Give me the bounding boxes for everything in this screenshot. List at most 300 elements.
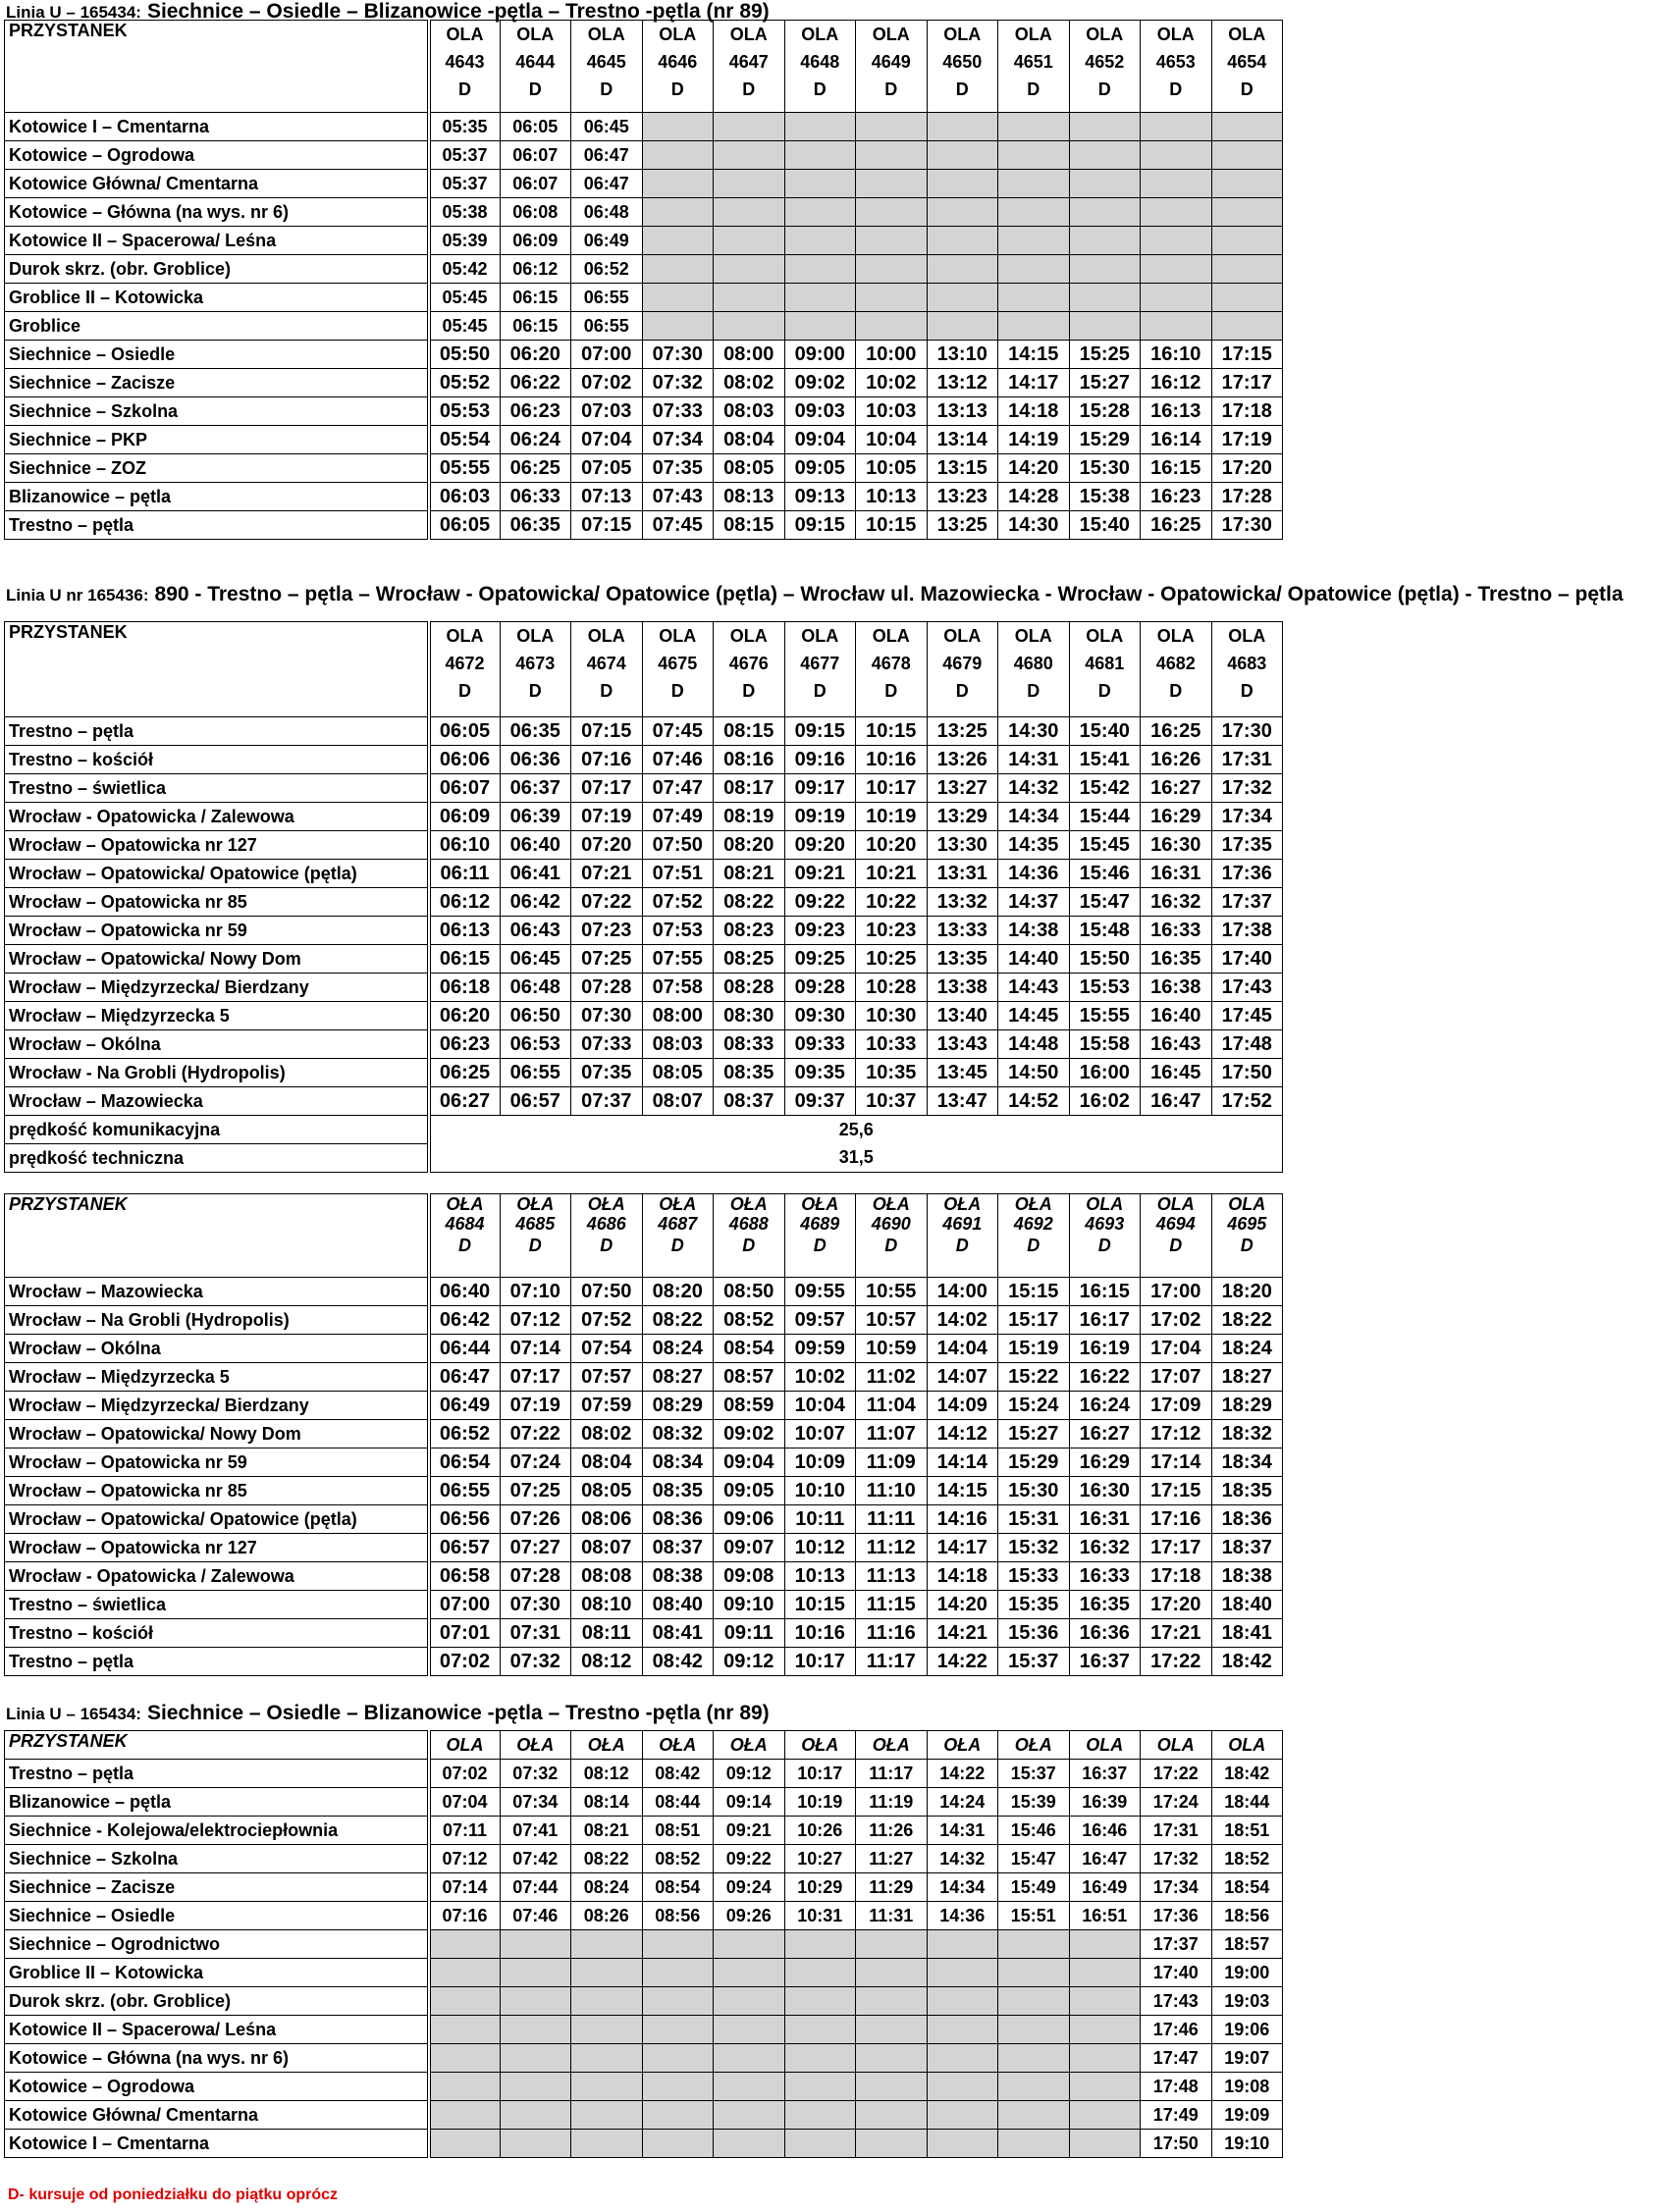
course-operator: OŁA (943, 1194, 982, 1214)
departure-time: 09:16 (784, 746, 856, 774)
departure-time: 16:12 (1141, 369, 1212, 397)
stop-name: Siechnice – Ogrodnictwo (5, 1930, 429, 1959)
no-service-cell (429, 2073, 501, 2101)
stop-name: Kotowice – Główna (na wys. nr 6) (5, 198, 429, 227)
departure-time: 11:15 (856, 1591, 928, 1619)
departure-time: 06:47 (571, 141, 643, 170)
departure-time: 17:31 (1211, 746, 1283, 774)
departure-time: 15:42 (1069, 774, 1141, 803)
course-operator: OŁA (729, 1735, 768, 1755)
no-service-cell (927, 170, 998, 198)
table-row (5, 141, 1283, 170)
course-operator: OLA (659, 626, 697, 646)
course-operator: OŁA (801, 1735, 839, 1755)
departure-time: 07:42 (500, 1845, 571, 1873)
no-service-cell (714, 198, 785, 227)
departure-time: 10:16 (784, 1619, 856, 1648)
table-row (5, 860, 1283, 888)
course-header (784, 1194, 856, 1278)
stop-name: Wrocław – Opatowicka/ Nowy Dom (5, 1420, 429, 1448)
departure-time: 15:40 (1069, 511, 1141, 540)
header-stop-label: PRZYSTANEK (5, 1194, 429, 1278)
course-header (856, 1194, 928, 1278)
no-service-cell (571, 2044, 643, 2073)
departure-time: 14:09 (927, 1392, 998, 1420)
no-service-cell (856, 1959, 928, 1987)
stop-name: Trestno – kościół (5, 746, 429, 774)
table-row (5, 1788, 1283, 1817)
departure-time: 15:48 (1069, 917, 1141, 945)
departure-time: 18:22 (1211, 1306, 1283, 1335)
course-operator: OLA (446, 1735, 484, 1755)
departure-time: 09:11 (714, 1619, 785, 1648)
departure-time: 07:23 (571, 917, 643, 945)
stop-name: Siechnice – Szkolna (5, 1845, 429, 1873)
departure-time: 08:57 (714, 1363, 785, 1392)
course-day-code: D (813, 79, 827, 99)
departure-time: 07:34 (642, 426, 714, 454)
stop-name: Wrocław – Opatowicka nr 59 (5, 917, 429, 945)
departure-time: 15:41 (1069, 746, 1141, 774)
stop-name: Kotowice – Ogrodowa (5, 2073, 429, 2101)
departure-time: 05:37 (429, 141, 501, 170)
departure-time: 16:38 (1141, 974, 1212, 1002)
departure-time: 16:22 (1069, 1363, 1141, 1392)
stop-name: Trestno – kościół (5, 1619, 429, 1648)
departure-time: 07:53 (642, 917, 714, 945)
departure-time: 07:19 (571, 803, 643, 831)
stop-name: Durok skrz. (obr. Groblice) (5, 255, 429, 284)
departure-time: 07:35 (642, 454, 714, 483)
departure-time: 18:42 (1211, 1760, 1283, 1788)
departure-time: 06:09 (429, 803, 501, 831)
no-service-cell (714, 1930, 785, 1959)
departure-time: 07:14 (429, 1873, 501, 1902)
stop-name: Trestno – pętla (5, 1760, 429, 1788)
header-row (5, 1194, 1283, 1278)
departure-time: 09:25 (784, 945, 856, 974)
course-number: 4687 (658, 1214, 698, 1234)
departure-time: 17:15 (1211, 341, 1283, 369)
departure-time: 17:34 (1211, 803, 1283, 831)
departure-time: 08:56 (642, 1902, 714, 1930)
departure-time: 15:55 (1069, 1002, 1141, 1030)
no-service-cell (642, 198, 714, 227)
no-service-cell (856, 2073, 928, 2101)
departure-time: 16:15 (1069, 1278, 1141, 1306)
table-row (5, 113, 1283, 141)
departure-time: 08:21 (571, 1817, 643, 1845)
departure-time: 17:28 (1211, 483, 1283, 511)
departure-time: 10:28 (856, 974, 928, 1002)
departure-time: 09:35 (784, 1059, 856, 1087)
departure-time: 09:24 (714, 1873, 785, 1902)
course-number: 4646 (658, 52, 698, 72)
departure-time: 08:42 (642, 1648, 714, 1676)
course-day-code: D (955, 79, 969, 99)
departure-time: 11:31 (856, 1902, 928, 1930)
course-header (856, 622, 928, 717)
departure-time: 14:24 (927, 1788, 998, 1817)
no-service-cell (642, 284, 714, 312)
departure-time: 06:49 (429, 1392, 501, 1420)
no-service-cell (642, 227, 714, 255)
no-service-cell (642, 1930, 714, 1959)
no-service-cell (856, 113, 928, 141)
departure-time: 18:40 (1211, 1591, 1283, 1619)
departure-time: 10:07 (784, 1420, 856, 1448)
course-operator: OLA (1014, 626, 1052, 646)
departure-time: 08:35 (642, 1477, 714, 1505)
departure-time: 15:27 (998, 1420, 1070, 1448)
departure-time: 09:59 (784, 1335, 856, 1363)
departure-time: 06:05 (429, 511, 501, 540)
departure-time: 06:45 (500, 945, 571, 974)
departure-time: 09:12 (714, 1648, 785, 1676)
course-operator: OLA (516, 25, 555, 44)
departure-time: 07:22 (571, 888, 643, 917)
course-operator: OLA (943, 25, 982, 44)
course-operator: OLA (1086, 25, 1124, 44)
departure-time: 06:56 (429, 1505, 501, 1534)
departure-time: 06:44 (429, 1335, 501, 1363)
departure-time: 09:00 (784, 341, 856, 369)
departure-time: 15:28 (1069, 397, 1141, 426)
departure-time: 08:32 (642, 1420, 714, 1448)
course-header (1211, 1731, 1283, 1760)
departure-time: 17:16 (1141, 1505, 1212, 1534)
departure-time: 10:29 (784, 1873, 856, 1902)
stop-name: Siechnice – PKP (5, 426, 429, 454)
course-number: 4693 (1085, 1214, 1125, 1234)
departure-time: 10:17 (784, 1760, 856, 1788)
stop-name: Wrocław – Opatowicka nr 85 (5, 1477, 429, 1505)
course-day-code: D (458, 79, 471, 99)
departure-time: 06:07 (500, 141, 571, 170)
table-row (5, 483, 1283, 511)
course-number: 4644 (515, 52, 556, 72)
departure-time: 06:36 (500, 746, 571, 774)
route-name: Siechnice – Osiedle – Blizanowice -pętla – Trestno -pętla (nr 89) (146, 1702, 770, 1724)
departure-time: 14:20 (998, 454, 1070, 483)
departure-time: 06:07 (500, 170, 571, 198)
departure-time: 08:20 (714, 831, 785, 860)
departure-time: 10:31 (784, 1902, 856, 1930)
table-row (5, 312, 1283, 341)
table-row (5, 2130, 1283, 2158)
departure-time: 10:05 (856, 454, 928, 483)
departure-time: 07:50 (642, 831, 714, 860)
no-service-cell (784, 227, 856, 255)
departure-time: 10:04 (856, 426, 928, 454)
departure-time: 17:36 (1141, 1902, 1212, 1930)
course-number: 4651 (1013, 52, 1053, 72)
no-service-cell (998, 2044, 1070, 2073)
departure-time: 06:15 (500, 312, 571, 341)
no-service-cell (927, 2044, 998, 2073)
departure-time: 18:32 (1211, 1420, 1283, 1448)
course-number: 4681 (1085, 654, 1125, 673)
course-day-code: D (528, 79, 542, 99)
departure-time: 11:17 (856, 1760, 928, 1788)
departure-time: 06:10 (429, 831, 501, 860)
stop-name: Groblice (5, 312, 429, 341)
course-operator: OŁA (872, 1194, 910, 1214)
departure-time: 05:35 (429, 113, 501, 141)
departure-time: 08:40 (642, 1591, 714, 1619)
departure-time: 16:26 (1141, 746, 1212, 774)
line-number: Linia U – 165434: (6, 3, 141, 22)
course-operator: OLA (1228, 1735, 1266, 1755)
course-header (1069, 1194, 1141, 1278)
departure-time: 14:17 (927, 1534, 998, 1562)
stop-name: Trestno – świetlica (5, 774, 429, 803)
stop-name: Siechnice – Osiedle (5, 1902, 429, 1930)
no-service-cell (856, 170, 928, 198)
departure-time: 06:43 (500, 917, 571, 945)
course-header (1069, 21, 1141, 113)
departure-time: 09:07 (714, 1534, 785, 1562)
departure-time: 10:27 (784, 1845, 856, 1873)
no-service-cell (784, 141, 856, 170)
course-day-code: D (813, 681, 827, 701)
table-2-title (6, 583, 1624, 606)
no-service-cell (856, 2044, 928, 2073)
course-header (571, 1731, 643, 1760)
course-header (429, 1194, 501, 1278)
departure-time: 16:43 (1141, 1030, 1212, 1059)
departure-time: 07:02 (429, 1648, 501, 1676)
departure-time: 07:45 (642, 511, 714, 540)
course-operator: OLA (943, 626, 982, 646)
stop-name: Kotowice Główna/ Cmentarna (5, 2101, 429, 2130)
course-day-code: D (884, 1236, 898, 1255)
course-operator: OLA (1086, 1194, 1124, 1214)
departure-time: 08:00 (714, 341, 785, 369)
departure-time: 13:10 (927, 341, 998, 369)
course-number: 4643 (445, 52, 485, 72)
no-service-cell (1069, 113, 1141, 141)
stop-name: Wrocław – Okólna (5, 1335, 429, 1363)
departure-time: 07:30 (500, 1591, 571, 1619)
speed-label: prędkość komunikacyjna (5, 1116, 429, 1144)
departure-time: 10:35 (856, 1059, 928, 1087)
course-number: 4679 (942, 654, 983, 673)
no-service-cell (784, 2101, 856, 2130)
departure-time: 10:04 (784, 1392, 856, 1420)
departure-time: 14:28 (998, 483, 1070, 511)
no-service-cell (998, 255, 1070, 284)
departure-time: 15:47 (1069, 888, 1141, 917)
departure-time: 13:38 (927, 974, 998, 1002)
departure-time: 14:22 (927, 1648, 998, 1676)
course-header (714, 1731, 785, 1760)
no-service-cell (927, 1987, 998, 2016)
departure-time: 16:30 (1069, 1477, 1141, 1505)
no-service-cell (998, 198, 1070, 227)
departure-time: 09:04 (784, 426, 856, 454)
departure-time: 11:19 (856, 1788, 928, 1817)
departure-time: 08:52 (642, 1845, 714, 1873)
departure-time: 18:24 (1211, 1335, 1283, 1363)
departure-time: 15:49 (998, 1873, 1070, 1902)
departure-time: 18:57 (1211, 1930, 1283, 1959)
departure-time: 08:22 (571, 1845, 643, 1873)
departure-time: 07:17 (500, 1363, 571, 1392)
no-service-cell (1141, 113, 1212, 141)
no-service-cell (571, 1930, 643, 1959)
departure-time: 16:10 (1141, 341, 1212, 369)
table-row (5, 1477, 1283, 1505)
departure-time: 09:12 (714, 1760, 785, 1788)
stop-name: Wrocław – Międzyrzecka/ Bierdzany (5, 974, 429, 1002)
table-row (5, 2016, 1283, 2044)
departure-time: 17:20 (1211, 454, 1283, 483)
table-row (5, 803, 1283, 831)
stop-name: Wrocław – Opatowicka nr 127 (5, 831, 429, 860)
departure-time: 15:31 (998, 1505, 1070, 1534)
departure-time: 09:26 (714, 1902, 785, 1930)
departure-time: 11:07 (856, 1420, 928, 1448)
line-number: Linia U – 165434: (6, 1705, 141, 1723)
departure-time: 05:38 (429, 198, 501, 227)
departure-time: 07:47 (642, 774, 714, 803)
course-header (856, 1731, 928, 1760)
departure-time: 16:33 (1069, 1562, 1141, 1591)
course-operator: OŁA (943, 1735, 982, 1755)
departure-time: 15:46 (1069, 860, 1141, 888)
departure-time: 06:35 (500, 511, 571, 540)
departure-time: 10:37 (856, 1087, 928, 1116)
departure-time: 17:43 (1141, 1987, 1212, 2016)
stop-name: Siechnice – Osiedle (5, 341, 429, 369)
departure-time: 11:29 (856, 1873, 928, 1902)
course-header (927, 622, 998, 717)
departure-time: 06:15 (429, 945, 501, 974)
departure-time: 14:14 (927, 1448, 998, 1477)
departure-time: 16:51 (1069, 1902, 1141, 1930)
departure-time: 06:23 (500, 397, 571, 426)
no-service-cell (856, 227, 928, 255)
course-number: 4648 (800, 52, 840, 72)
departure-time: 11:13 (856, 1562, 928, 1591)
no-service-cell (784, 2016, 856, 2044)
departure-time: 06:08 (500, 198, 571, 227)
stop-name: Siechnice – Szkolna (5, 397, 429, 426)
no-service-cell (927, 312, 998, 341)
course-number: 4677 (800, 654, 840, 673)
table-row (5, 1534, 1283, 1562)
departure-time: 16:36 (1069, 1619, 1141, 1648)
course-number: 4649 (871, 52, 911, 72)
departure-time: 15:24 (998, 1392, 1070, 1420)
table-row (5, 1562, 1283, 1591)
departure-time: 06:35 (500, 717, 571, 746)
departure-time: 08:37 (642, 1534, 714, 1562)
no-service-cell (1069, 1930, 1141, 1959)
departure-time: 08:21 (714, 860, 785, 888)
course-header (642, 1731, 714, 1760)
course-number: 4673 (515, 654, 556, 673)
course-header (429, 21, 501, 113)
course-operator: OLA (1156, 626, 1195, 646)
departure-time: 10:33 (856, 1030, 928, 1059)
table-row (5, 888, 1283, 917)
departure-time: 16:23 (1141, 483, 1212, 511)
departure-time: 10:19 (784, 1788, 856, 1817)
departure-time: 10:03 (856, 397, 928, 426)
departure-time: 19:06 (1211, 2016, 1283, 2044)
course-number: 4674 (586, 654, 626, 673)
departure-time: 13:29 (927, 803, 998, 831)
no-service-cell (714, 1987, 785, 2016)
stop-name: Wrocław – Opatowicka/ Opatowice (pętla) (5, 1505, 429, 1534)
stop-name: Wrocław – Opatowicka nr 59 (5, 1448, 429, 1477)
departure-time: 06:03 (429, 483, 501, 511)
no-service-cell (714, 2044, 785, 2073)
departure-time: 14:31 (927, 1817, 998, 1845)
course-number: 4695 (1227, 1214, 1267, 1234)
no-service-cell (927, 2073, 998, 2101)
departure-time: 14:38 (998, 917, 1070, 945)
departure-time: 07:43 (642, 483, 714, 511)
no-service-cell (642, 113, 714, 141)
departure-time: 19:03 (1211, 1987, 1283, 2016)
departure-time: 17:38 (1211, 917, 1283, 945)
departure-time: 07:30 (642, 341, 714, 369)
course-number: 4652 (1085, 52, 1125, 72)
departure-time: 14:36 (998, 860, 1070, 888)
departure-time: 15:35 (998, 1591, 1070, 1619)
departure-time: 14:50 (998, 1059, 1070, 1087)
departure-time: 14:32 (927, 1845, 998, 1873)
departure-time: 06:55 (429, 1477, 501, 1505)
table-row (5, 1306, 1283, 1335)
departure-time: 06:05 (429, 717, 501, 746)
departure-time: 07:34 (500, 1788, 571, 1817)
departure-time: 07:37 (571, 1087, 643, 1116)
departure-time: 16:47 (1069, 1845, 1141, 1873)
departure-time: 07:32 (642, 369, 714, 397)
no-service-cell (927, 2016, 998, 2044)
speed-value: 31,5 (429, 1144, 1283, 1173)
stop-name: Wrocław - Opatowicka / Zalewowa (5, 803, 429, 831)
departure-time: 07:04 (571, 426, 643, 454)
no-service-cell (856, 1987, 928, 2016)
no-service-cell (714, 1959, 785, 1987)
no-service-cell (500, 1987, 571, 2016)
departure-time: 16:33 (1141, 917, 1212, 945)
no-service-cell (500, 1959, 571, 1987)
table-row (5, 1420, 1283, 1448)
departure-time: 16:46 (1069, 1817, 1141, 1845)
departure-time: 17:36 (1211, 860, 1283, 888)
departure-time: 17:02 (1141, 1306, 1212, 1335)
stop-name: Wrocław – Międzyrzecka 5 (5, 1363, 429, 1392)
stop-name: Wrocław – Opatowicka nr 127 (5, 1534, 429, 1562)
departure-time: 07:04 (429, 1788, 501, 1817)
departure-time: 15:40 (1069, 717, 1141, 746)
no-service-cell (571, 2073, 643, 2101)
course-day-code: D (1169, 79, 1183, 99)
departure-time: 06:12 (500, 255, 571, 284)
departure-time: 06:33 (500, 483, 571, 511)
departure-time: 08:24 (571, 1873, 643, 1902)
table-row (5, 170, 1283, 198)
no-service-cell (571, 1987, 643, 2016)
stop-name: Trestno – pętla (5, 1648, 429, 1676)
no-service-cell (714, 113, 785, 141)
